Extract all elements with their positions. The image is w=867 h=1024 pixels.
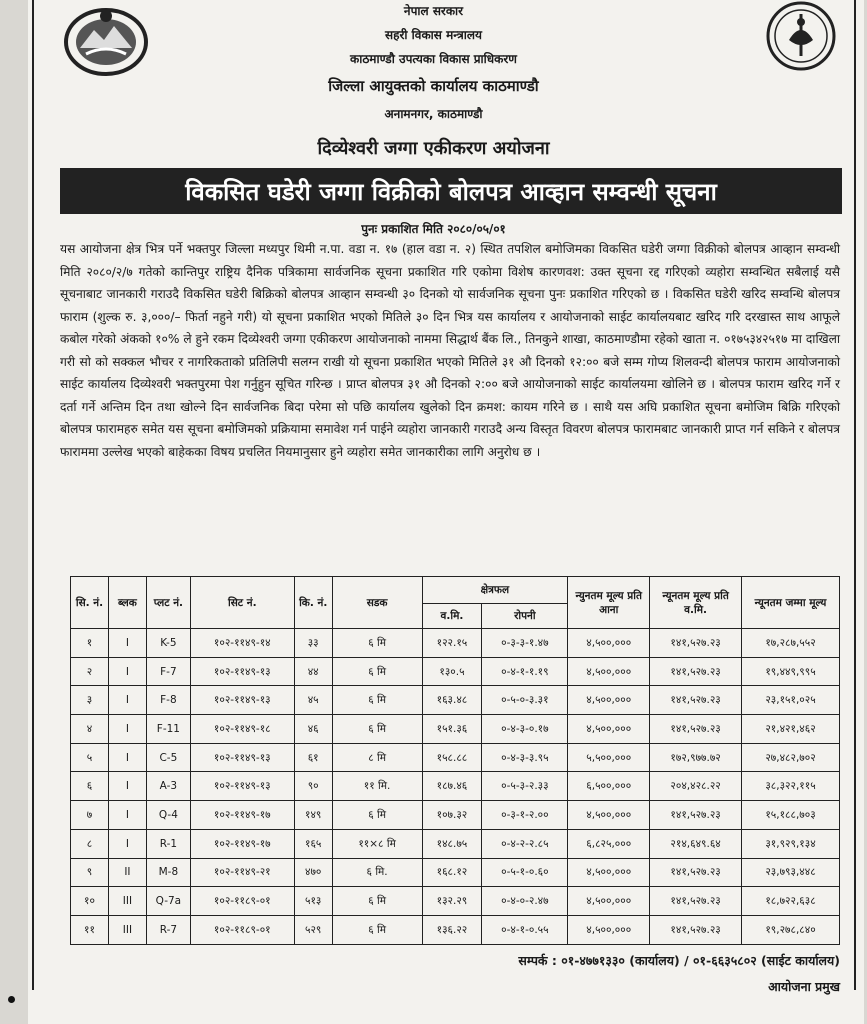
cell-sqm: १३२.२९ [422, 887, 482, 916]
cell-total: ३८,३२२,११५ [742, 772, 840, 801]
cell-ropani: ०-४-२-२.८५ [482, 829, 568, 858]
cell-plot: R-1 [146, 829, 190, 858]
cell-sqm-price: १४१,५२७.२३ [650, 887, 742, 916]
cell-aana: ४,५००,००० [568, 715, 650, 744]
cell-kino: ६१ [294, 743, 332, 772]
cell-block: I [108, 715, 146, 744]
cell-ropani: ०-४-१-०.५५ [482, 915, 568, 944]
cell-sn: ७ [71, 801, 109, 830]
cell-kino: १६५ [294, 829, 332, 858]
cell-aana: ४,५००,००० [568, 657, 650, 686]
cell-total: १८,७२२,६३८ [742, 887, 840, 916]
cell-sn: ८ [71, 829, 109, 858]
cell-kino: ४७० [294, 858, 332, 887]
table-row [71, 772, 840, 801]
cell-ropani: ०-४-१-१.१९ [482, 657, 568, 686]
cell-sn: ४ [71, 715, 109, 744]
cell-sheet: १०२-११४९-१७ [190, 829, 294, 858]
cell-kino: १४९ [294, 801, 332, 830]
notice-body: यस आयोजना क्षेत्र भित्र पर्ने भक्तपुर जिल्ला मध्यपुर थिमी न.पा. वडा न. १७ (हाल वडा न. २) स्थित तपशिल बमोजिमका विकसित घडेरी जग्गा विक्रीको बोलपत्र आव्हान सम्वन्धी मिति २०८०/२/७ गतेको कान्तिपुर राष्ट्रिय दैनिक पत्रिकामा सार्वजनिक सूचना प्रकाशित गरि एकोमा विशेष कारणवश: उक्त सूचना रद्द गरिएको व्यहोरा सम्वन्धित सबैलाई यसै सूचनाबाट जानकारी गराउदै विकसित घडेरी बिक्रिको बोलपत्र आव्हान सम्वन्धी ३० दिनको यो सार्वजनिक सूचना पुनः प्रकाशित गरिएको छ । विकसित घडेरी खरिद सम्वन्धि बोलपत्र फाराम (शुल्क रु. ३,०००/– फिर्ता नहुने गरी) यो सूचना प्रकाशित भएको मितिले ३० दिन भित्र यस कार्यालय र आयोजनाको साईट कार्यालयबाट खरिद गरि दरखास्त साथ आफूले कबोल गरेको अंकको १०% ले हुने रकम दिव्येश्वरी जग्गा एकीकरण आयोजनाको नाममा सिद्धार्थ बैंक लि., तिनकुने शाखा, काठमाण्डौमा रहेको खाता न. ०१७५३४२५१७ मा दाखिला गरी सो को सक्कल भौचर र नागरिकताको प्रतिलिपी सलग्न राखी यो सूचना प्रकाशित भएको मितिले ३१ औ दिनको १२:०० बजे सम्म गोप्य शिलवन्दी बोलपत्र फाराम आयोजनाको साईट कार्यालय दिव्येश्वरी भक्तपुरमा पेश गर्नुहुन सूचित गरिन्छ । प्राप्त बोलपत्र ३१ औ दिनको २:०० बजे आयोजनाको साईट कार्यालयमा खोलिने छ । बोलपत्र फाराम खरिद गर्ने र दर्ता गर्ने अन्तिम दिन तथा खोल्ने दिन सार्वजनिक बिदा परेमा सो पछि कार्यालय खुलेको दिन क्रमश: कायम गरिने छ । साथै यस अघि प्रकाशित सूचना बमोजिम बिक्रि गरिएको बोलपत्र फारामहरु समेत यस सूचना बमोजिमको प्रक्रियामा समावेश गर्न पाईने व्यहोरा जानकारी गराउदै अन्य विस्तृत विवरण बोलपत्र फारामबाट जानकारी प्राप्त गर्न सकिने र बोलपत्र फाराममा उल्लेख भएको बाहेकका विषय प्रचलित नियमानुसार हुने व्यहोरा समेत जानकारीका लागि अनुरोध छ । [60, 242, 840, 459]
table-row [71, 715, 840, 744]
col-ropani: रोपनी [482, 604, 568, 629]
cell-block: II [108, 858, 146, 887]
cell-total: २७,४८२,७०२ [742, 743, 840, 772]
cell-road: ६ मि [332, 715, 422, 744]
cell-plot: C-5 [146, 743, 190, 772]
cell-kino: ४४ [294, 657, 332, 686]
table-row [71, 686, 840, 715]
cell-total: १९,२७८,८४० [742, 915, 840, 944]
table-row [71, 829, 840, 858]
cell-aana: ५,५००,००० [568, 743, 650, 772]
cell-sqm: १२२.१५ [422, 629, 482, 658]
cell-total: १७,२८७,५५२ [742, 629, 840, 658]
cell-road: ६ मि [332, 657, 422, 686]
cell-kino: ४५ [294, 686, 332, 715]
cell-sqm: १३०.५ [422, 657, 482, 686]
header-address: अनामनगर, काठमाण्डौ [384, 107, 483, 121]
cell-plot: M-8 [146, 858, 190, 887]
cell-sheet: १०२-११४९-१३ [190, 743, 294, 772]
contact-info: सम्पर्क : ०१-४७७१३३० (कार्यालय) / ०१-६६३५८०२ (साईट कार्यालय) [518, 953, 840, 968]
cell-sqm-price: २१४,६४९.६४ [650, 829, 742, 858]
cell-sqm: १३६.२२ [422, 915, 482, 944]
plot-table [70, 576, 840, 945]
col-sheet: सिट नं. [190, 577, 294, 629]
banner-title: विकसित घडेरी जग्गा विक्रीको बोलपत्र आव्हान सम्वन्धी सूचना [185, 177, 717, 206]
cell-plot: F-8 [146, 686, 190, 715]
cell-sn: १० [71, 887, 109, 916]
cell-road: ६ मि [332, 629, 422, 658]
cell-ropani: ०-४-३-०.१७ [482, 715, 568, 744]
cell-sn: २ [71, 657, 109, 686]
cell-plot: F-7 [146, 657, 190, 686]
cell-road: ११ मि. [332, 772, 422, 801]
col-road: सडक [332, 577, 422, 629]
cell-road: ६ मि [332, 801, 422, 830]
cell-sn: ११ [71, 915, 109, 944]
cell-total: १९,४४९,९९५ [742, 657, 840, 686]
header-office: जिल्ला आयुक्तको कार्यालय काठमाण्डौ [328, 77, 539, 95]
cell-block: III [108, 915, 146, 944]
table-row [71, 801, 840, 830]
cell-aana: ४,५००,००० [568, 887, 650, 916]
cell-ropani: ०-४-०-२.४७ [482, 887, 568, 916]
cell-sqm-price: २०४,४२८.२२ [650, 772, 742, 801]
cell-kino: ५२९ [294, 915, 332, 944]
cell-plot: K-5 [146, 629, 190, 658]
col-price-aana: न्युनतम मूल्य प्रति आना [568, 577, 650, 629]
margin-dot [8, 996, 15, 1003]
cell-block: I [108, 743, 146, 772]
cell-aana: ४,५००,००० [568, 629, 650, 658]
cell-sheet: १०२-११४९-१४ [190, 629, 294, 658]
cell-sheet: १०२-११४९-१३ [190, 686, 294, 715]
cell-road: ६ मि [332, 686, 422, 715]
cell-sqm-price: १४१,५२७.२३ [650, 915, 742, 944]
cell-kino: ३३ [294, 629, 332, 658]
cell-road: ६ मि. [332, 858, 422, 887]
cell-plot: A-3 [146, 772, 190, 801]
cell-sqm-price: १४१,५२७.२३ [650, 801, 742, 830]
plot-table-body [71, 629, 840, 945]
cell-total: २३,७९३,४४८ [742, 858, 840, 887]
cell-ropani: ०-३-३-१.४७ [482, 629, 568, 658]
cell-kino: ९० [294, 772, 332, 801]
cell-block: I [108, 629, 146, 658]
col-plot: प्लट नं. [146, 577, 190, 629]
cell-total: ३१,९२९,१३४ [742, 829, 840, 858]
cell-block: III [108, 887, 146, 916]
republish-date: पुनः प्रकाशित मिति २०८०/०५/०१ [361, 222, 506, 236]
cell-road: ६ मि [332, 887, 422, 916]
cell-ropani: ०-३-१-२.०० [482, 801, 568, 830]
cell-sn: ३ [71, 686, 109, 715]
cell-aana: ४,५००,००० [568, 915, 650, 944]
cell-sqm: १५८.८८ [422, 743, 482, 772]
cell-plot: Q-4 [146, 801, 190, 830]
cell-block: I [108, 829, 146, 858]
cell-aana: ४,५००,००० [568, 801, 650, 830]
cell-total: २१,४२१,४६२ [742, 715, 840, 744]
cell-ropani: ०-५-१-०.६० [482, 858, 568, 887]
signature: आयोजना प्रमुख [768, 979, 840, 994]
project-title: दिव्येश्वरी जग्गा एकीकरण अयोजना [317, 138, 550, 159]
table-row [71, 858, 840, 887]
col-block: ब्लक [108, 577, 146, 629]
cell-total: १५,१८८,७०३ [742, 801, 840, 830]
cell-sheet: १०२-११८९-०१ [190, 915, 294, 944]
cell-sqm-price: १४१,५२७.२३ [650, 629, 742, 658]
cell-plot: Q-7a [146, 887, 190, 916]
cell-block: I [108, 686, 146, 715]
table-row [71, 629, 840, 658]
cell-road: ११×८ मि [332, 829, 422, 858]
cell-sqm: १४८.७५ [422, 829, 482, 858]
cell-sn: ५ [71, 743, 109, 772]
cell-sqm: १६८.१२ [422, 858, 482, 887]
cell-sqm-price: १४१,५२७.२३ [650, 657, 742, 686]
header-government: नेपाल सरकार [403, 4, 464, 18]
cell-sqm-price: १४१,५२७.२३ [650, 715, 742, 744]
cell-sn: १ [71, 629, 109, 658]
cell-plot: F-11 [146, 715, 190, 744]
cell-sheet: १०२-११४९-१३ [190, 772, 294, 801]
header-authority: काठमाण्डौ उपत्यका विकास प्राधिकरण [350, 52, 517, 66]
table-row [71, 657, 840, 686]
cell-sqm-price: १४१,५२७.२३ [650, 858, 742, 887]
col-kino: कि. नं. [294, 577, 332, 629]
cell-block: I [108, 772, 146, 801]
cell-kino: ५१३ [294, 887, 332, 916]
cell-block: I [108, 657, 146, 686]
header-ministry: सहरी विकास मन्त्रालय [385, 28, 482, 42]
cell-road: ६ मि [332, 915, 422, 944]
table-row [71, 915, 840, 944]
cell-sheet: १०२-११४९-१८ [190, 715, 294, 744]
col-price-sqm: न्यूनतम मूल्य प्रति व.मि. [650, 577, 742, 629]
col-sn: सि. नं. [71, 577, 109, 629]
cell-sqm: १८७.४६ [422, 772, 482, 801]
cell-ropani: ०-५-३-२.३३ [482, 772, 568, 801]
cell-sheet: १०२-११४९-१३ [190, 657, 294, 686]
table-row [71, 887, 840, 916]
cell-road: ८ मि [332, 743, 422, 772]
cell-aana: ४,५००,००० [568, 858, 650, 887]
col-total: न्यूनतम जम्मा मूल्य [742, 577, 840, 629]
cell-aana: ४,५००,००० [568, 686, 650, 715]
cell-sheet: १०२-११४९-१७ [190, 801, 294, 830]
table-row [71, 743, 840, 772]
cell-ropani: ०-५-०-३.३१ [482, 686, 568, 715]
cell-sqm: १५१.३६ [422, 715, 482, 744]
cell-plot: R-7 [146, 915, 190, 944]
cell-ropani: ०-४-३-३.९५ [482, 743, 568, 772]
col-sqm: व.मि. [422, 604, 482, 629]
cell-kino: ४६ [294, 715, 332, 744]
cell-block: I [108, 801, 146, 830]
cell-sqm: १६३.४८ [422, 686, 482, 715]
cell-sqm-price: १४१,५२७.२३ [650, 686, 742, 715]
cell-aana: ६,५००,००० [568, 772, 650, 801]
notice-banner [60, 168, 842, 214]
cell-sn: ६ [71, 772, 109, 801]
cell-sheet: १०२-११४९-२१ [190, 858, 294, 887]
cell-sqm: १०७.३२ [422, 801, 482, 830]
cell-sn: ९ [71, 858, 109, 887]
cell-sheet: १०२-११८९-०१ [190, 887, 294, 916]
cell-total: २३,१५१,०२५ [742, 686, 840, 715]
cell-aana: ६,८२५,००० [568, 829, 650, 858]
cell-sqm-price: १७२,९७७.७२ [650, 743, 742, 772]
col-area: क्षेत्रफल [422, 577, 568, 604]
